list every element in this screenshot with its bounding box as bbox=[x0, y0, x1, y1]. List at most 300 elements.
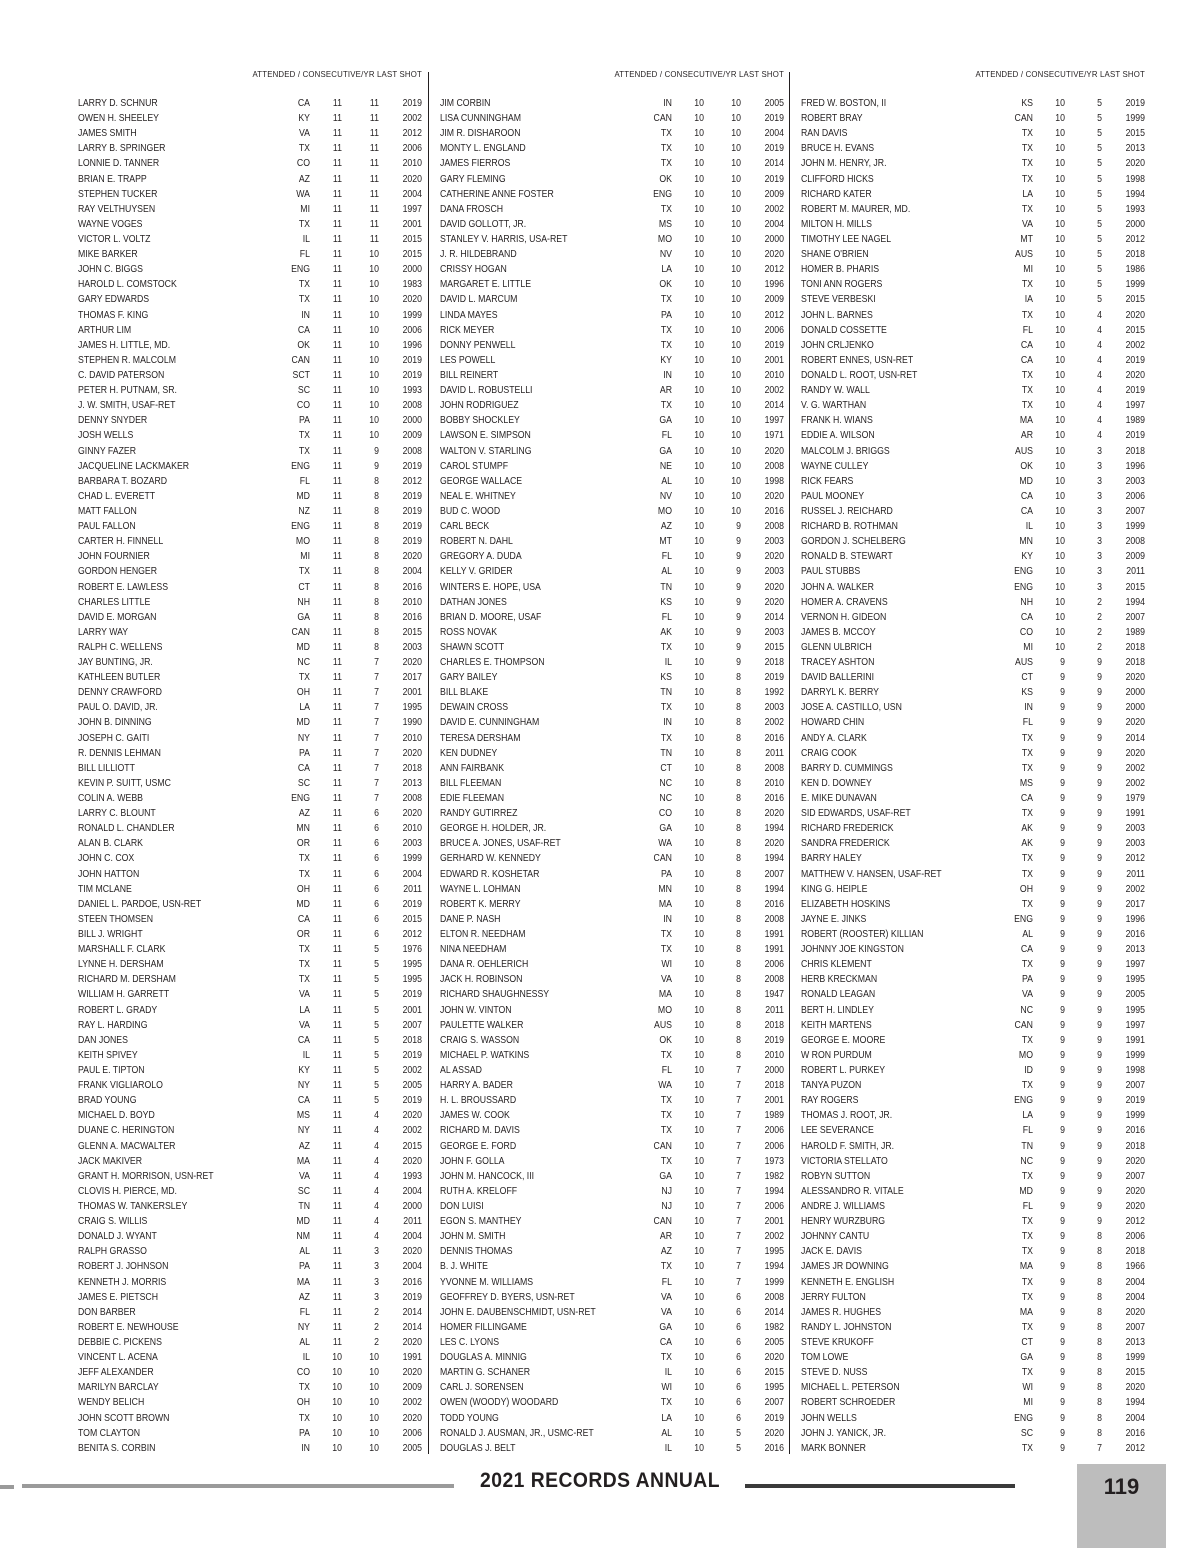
record-state: TX bbox=[1021, 143, 1033, 155]
record-attended: 11 bbox=[332, 1140, 342, 1152]
record-row bbox=[440, 459, 784, 474]
record-last-shot-year: 2002 bbox=[402, 1065, 422, 1076]
record-row bbox=[440, 323, 784, 338]
record-last-shot-year: 2018 bbox=[1125, 249, 1145, 261]
record-state: CAN bbox=[653, 853, 672, 865]
record-last-shot-year: 2012 bbox=[402, 128, 422, 140]
record-attended: 10 bbox=[1055, 324, 1065, 336]
record-row bbox=[440, 776, 784, 791]
record-row bbox=[78, 685, 422, 700]
record-name: ALESSANDRO R. VITALE bbox=[801, 1185, 904, 1197]
record-attended: 10 bbox=[694, 808, 704, 820]
record-attended: 10 bbox=[694, 1261, 704, 1273]
record-state: TX bbox=[1021, 1276, 1033, 1288]
record-row bbox=[440, 942, 784, 957]
record-attended: 10 bbox=[1055, 385, 1065, 397]
record-name: ROBYN SUTTON bbox=[801, 1170, 871, 1182]
record-state: IL bbox=[302, 1049, 310, 1061]
record-consecutive: 9 bbox=[1097, 702, 1102, 714]
record-last-shot-year: 2015 bbox=[402, 626, 422, 638]
record-consecutive: 11 bbox=[369, 203, 379, 215]
record-state: LA bbox=[1022, 1110, 1033, 1122]
page-number-box bbox=[1077, 1464, 1166, 1548]
record-row bbox=[440, 232, 784, 247]
record-consecutive: 10 bbox=[369, 354, 379, 366]
record-attended: 11 bbox=[332, 354, 342, 366]
record-attended: 9 bbox=[1060, 989, 1065, 1001]
record-state: WI bbox=[1022, 1382, 1033, 1394]
record-consecutive: 7 bbox=[736, 1231, 741, 1243]
record-attended: 9 bbox=[1060, 1321, 1065, 1333]
record-name: JAMES H. LITTLE, MD. bbox=[78, 339, 171, 351]
record-last-shot-year: 1991 bbox=[764, 929, 784, 941]
record-row bbox=[440, 111, 784, 126]
record-name: WINTERS E. HOPE, USA bbox=[440, 581, 541, 593]
record-name: RUTH A. KRELOFF bbox=[440, 1185, 518, 1197]
record-consecutive: 10 bbox=[731, 158, 741, 170]
record-last-shot-year: 2000 bbox=[764, 233, 784, 245]
record-attended: 11 bbox=[332, 1185, 342, 1197]
record-row bbox=[801, 1305, 1145, 1320]
record-name: TIM MCLANE bbox=[78, 883, 132, 895]
record-row bbox=[78, 806, 422, 821]
record-last-shot-year: 2000 bbox=[1125, 687, 1145, 699]
record-last-shot-year: 1999 bbox=[1125, 521, 1145, 533]
record-state: GA bbox=[1020, 1352, 1033, 1364]
record-last-shot-year: 2010 bbox=[402, 596, 422, 608]
record-state: PA bbox=[299, 415, 310, 427]
record-row bbox=[440, 1093, 784, 1108]
record-last-shot-year: 2018 bbox=[764, 1019, 784, 1031]
footer-title: 2021 RECORDS ANNUAL bbox=[480, 1469, 720, 1492]
record-row bbox=[78, 640, 422, 655]
record-state: MD bbox=[296, 490, 310, 502]
record-consecutive: 5 bbox=[374, 959, 379, 971]
record-attended: 9 bbox=[1060, 1352, 1065, 1364]
record-state: WI bbox=[661, 1382, 672, 1394]
record-consecutive: 11 bbox=[369, 98, 379, 109]
record-attended: 9 bbox=[1060, 883, 1065, 895]
record-state: VA bbox=[1022, 989, 1033, 1001]
record-state: FL bbox=[661, 1276, 672, 1288]
record-row bbox=[440, 504, 784, 519]
record-name: C. DAVID PATERSON bbox=[78, 369, 165, 381]
record-row bbox=[78, 1441, 422, 1456]
record-attended: 10 bbox=[694, 1412, 704, 1424]
record-consecutive: 5 bbox=[374, 1049, 379, 1061]
record-state: IA bbox=[1024, 294, 1033, 306]
record-name: JOHN B. DINNING bbox=[78, 717, 152, 729]
record-state: TN bbox=[660, 581, 672, 593]
column-divider bbox=[428, 72, 429, 1454]
record-last-shot-year: 2001 bbox=[764, 1216, 784, 1228]
record-name: WAYNE VOGES bbox=[78, 218, 143, 230]
record-name: MICHAEL D. BOYD bbox=[78, 1110, 155, 1122]
record-row bbox=[78, 1365, 422, 1380]
record-attended: 10 bbox=[694, 777, 704, 789]
record-row bbox=[440, 202, 784, 217]
record-row bbox=[78, 942, 422, 957]
record-state: TX bbox=[1021, 309, 1033, 321]
record-row bbox=[801, 1123, 1145, 1138]
record-state: IN bbox=[663, 717, 672, 729]
record-row bbox=[801, 957, 1145, 972]
record-name: DON BARBER bbox=[78, 1306, 136, 1318]
record-consecutive: 10 bbox=[369, 430, 379, 442]
record-name: JAMES SMITH bbox=[78, 128, 137, 140]
record-last-shot-year: 2020 bbox=[402, 1412, 422, 1424]
record-row bbox=[78, 1214, 422, 1229]
record-name: KING G. HEIPLE bbox=[801, 883, 868, 895]
record-attended: 10 bbox=[1055, 188, 1065, 200]
record-name: CRAIG COOK bbox=[801, 747, 857, 759]
record-state: CAN bbox=[653, 1216, 672, 1228]
record-state: TX bbox=[1021, 203, 1033, 215]
record-last-shot-year: 2020 bbox=[764, 596, 784, 608]
record-state: AL bbox=[299, 1246, 310, 1258]
record-name: FRED W. BOSTON, II bbox=[801, 98, 887, 109]
record-row bbox=[78, 972, 422, 987]
record-row bbox=[440, 987, 784, 1002]
record-consecutive: 10 bbox=[369, 1382, 379, 1394]
record-row bbox=[801, 806, 1145, 821]
record-row bbox=[78, 1018, 422, 1033]
record-row bbox=[440, 217, 784, 232]
record-last-shot-year: 2010 bbox=[764, 1049, 784, 1061]
record-name: MICHAEL P. WATKINS bbox=[440, 1049, 530, 1061]
record-row bbox=[440, 1275, 784, 1290]
record-row bbox=[78, 1320, 422, 1335]
record-attended: 10 bbox=[1055, 279, 1065, 291]
record-last-shot-year: 2004 bbox=[402, 868, 422, 880]
record-attended: 11 bbox=[332, 913, 342, 925]
record-consecutive: 4 bbox=[1097, 430, 1102, 442]
record-state: AUS bbox=[1015, 445, 1033, 457]
record-last-shot-year: 2013 bbox=[1125, 1336, 1145, 1348]
record-last-shot-year: 2007 bbox=[1125, 611, 1145, 623]
record-last-shot-year: 2020 bbox=[402, 1155, 422, 1167]
record-attended: 10 bbox=[1055, 158, 1065, 170]
record-last-shot-year: 1999 bbox=[1125, 1049, 1145, 1061]
record-name: BRIAN E. TRAPP bbox=[78, 173, 147, 185]
record-row bbox=[801, 353, 1145, 368]
record-consecutive: 7 bbox=[736, 1185, 741, 1197]
record-row bbox=[78, 897, 422, 912]
record-row bbox=[78, 1048, 422, 1063]
record-consecutive: 10 bbox=[731, 415, 741, 427]
record-attended: 10 bbox=[1055, 551, 1065, 563]
record-attended: 10 bbox=[694, 1367, 704, 1379]
record-name: BILL BLAKE bbox=[440, 687, 489, 699]
record-last-shot-year: 2011 bbox=[1126, 868, 1145, 880]
record-attended: 11 bbox=[332, 279, 342, 291]
record-state: TX bbox=[660, 641, 672, 653]
record-attended: 10 bbox=[694, 143, 704, 155]
record-last-shot-year: 1991 bbox=[1125, 808, 1145, 820]
record-row bbox=[440, 534, 784, 549]
record-row bbox=[78, 519, 422, 534]
record-attended: 10 bbox=[1055, 536, 1065, 548]
record-name: COLIN A. WEBB bbox=[78, 793, 143, 805]
record-state: KS bbox=[1021, 98, 1033, 109]
record-last-shot-year: 1991 bbox=[402, 1352, 422, 1364]
record-row bbox=[440, 1335, 784, 1350]
record-last-shot-year: 2003 bbox=[1125, 475, 1145, 487]
record-consecutive: 5 bbox=[1097, 233, 1102, 245]
record-name: ALAN B. CLARK bbox=[78, 838, 144, 850]
record-attended: 10 bbox=[694, 264, 704, 276]
record-last-shot-year: 2009 bbox=[1125, 551, 1145, 563]
record-last-shot-year: 2015 bbox=[1125, 128, 1145, 140]
record-consecutive: 10 bbox=[731, 369, 741, 381]
record-last-shot-year: 2010 bbox=[764, 369, 784, 381]
record-attended: 10 bbox=[694, 959, 704, 971]
record-attended: 11 bbox=[332, 1291, 342, 1303]
record-last-shot-year: 1997 bbox=[1125, 959, 1145, 971]
record-state: TX bbox=[660, 929, 672, 941]
record-consecutive: 10 bbox=[369, 339, 379, 351]
record-consecutive: 8 bbox=[1097, 1291, 1102, 1303]
record-row bbox=[440, 413, 784, 428]
record-last-shot-year: 2002 bbox=[764, 717, 784, 729]
record-row bbox=[801, 413, 1145, 428]
record-state: AL bbox=[661, 566, 672, 578]
record-state: ID bbox=[1024, 1065, 1033, 1076]
record-consecutive: 8 bbox=[736, 793, 741, 805]
record-row bbox=[78, 761, 422, 776]
record-name: MATTHEW V. HANSEN, USAF-RET bbox=[801, 868, 942, 880]
record-row bbox=[78, 610, 422, 625]
record-attended: 10 bbox=[694, 294, 704, 306]
record-row bbox=[78, 655, 422, 670]
record-state: MD bbox=[296, 898, 310, 910]
record-state: KS bbox=[660, 672, 672, 684]
record-consecutive: 3 bbox=[1097, 521, 1102, 533]
record-last-shot-year: 1993 bbox=[402, 385, 422, 397]
record-row bbox=[801, 746, 1145, 761]
record-state: WI bbox=[661, 959, 672, 971]
record-consecutive: 8 bbox=[736, 989, 741, 1001]
record-attended: 11 bbox=[332, 369, 342, 381]
record-last-shot-year: 2003 bbox=[1125, 823, 1145, 835]
record-row bbox=[801, 731, 1145, 746]
record-consecutive: 8 bbox=[736, 777, 741, 789]
record-attended: 11 bbox=[332, 853, 342, 865]
record-last-shot-year: 2020 bbox=[1125, 158, 1145, 170]
record-attended: 11 bbox=[332, 777, 342, 789]
record-name: ANDRE J. WILLIAMS bbox=[801, 1200, 885, 1212]
record-name: HAROLD F. SMITH, JR. bbox=[801, 1140, 895, 1152]
record-attended: 11 bbox=[332, 430, 342, 442]
record-state: KY bbox=[1021, 551, 1033, 563]
record-last-shot-year: 2006 bbox=[1125, 1231, 1145, 1243]
record-consecutive: 2 bbox=[1097, 596, 1102, 608]
record-name: GORDON HENGER bbox=[78, 566, 158, 578]
record-state: TX bbox=[1021, 173, 1033, 185]
record-name: TIMOTHY LEE NAGEL bbox=[801, 233, 892, 245]
record-attended: 10 bbox=[1055, 218, 1065, 230]
record-last-shot-year: 1997 bbox=[1125, 400, 1145, 412]
record-attended: 9 bbox=[1060, 913, 1065, 925]
record-name: DAVID L. ROBUSTELLI bbox=[440, 385, 533, 397]
record-consecutive: 7 bbox=[736, 1276, 741, 1288]
record-name: HARRY A. BADER bbox=[440, 1080, 513, 1092]
record-attended: 10 bbox=[694, 1140, 704, 1152]
record-last-shot-year: 2019 bbox=[402, 490, 422, 502]
record-consecutive: 8 bbox=[736, 823, 741, 835]
record-state: SC bbox=[297, 777, 310, 789]
record-state: FL bbox=[299, 475, 310, 487]
record-attended: 10 bbox=[1055, 581, 1065, 593]
record-attended: 10 bbox=[694, 793, 704, 805]
record-state: VA bbox=[661, 1291, 672, 1303]
record-row bbox=[440, 821, 784, 836]
record-consecutive: 4 bbox=[1097, 369, 1102, 381]
record-name: PAUL E. TIPTON bbox=[78, 1065, 145, 1076]
record-state: CA bbox=[1020, 611, 1033, 623]
record-last-shot-year: 2012 bbox=[1125, 1216, 1145, 1228]
record-consecutive: 9 bbox=[1097, 1185, 1102, 1197]
record-attended: 10 bbox=[1055, 98, 1065, 109]
record-name: FRANK H. WIANS bbox=[801, 415, 873, 427]
record-last-shot-year: 1994 bbox=[764, 853, 784, 865]
record-last-shot-year: 2003 bbox=[764, 626, 784, 638]
record-attended: 11 bbox=[332, 400, 342, 412]
record-last-shot-year: 2008 bbox=[764, 762, 784, 774]
record-row bbox=[78, 247, 422, 262]
record-name: DAN JONES bbox=[78, 1034, 128, 1046]
record-last-shot-year: 2020 bbox=[402, 1367, 422, 1379]
record-name: NINA NEEDHAM bbox=[440, 944, 507, 956]
record-consecutive: 8 bbox=[1097, 1261, 1102, 1273]
record-state: AUS bbox=[1015, 657, 1033, 669]
record-name: ELTON R. NEEDHAM bbox=[440, 929, 526, 941]
record-last-shot-year: 2003 bbox=[764, 566, 784, 578]
record-row bbox=[440, 1290, 784, 1305]
record-last-shot-year: 2007 bbox=[1125, 1170, 1145, 1182]
record-row bbox=[440, 882, 784, 897]
record-name: BARRY D. CUMMINGS bbox=[801, 762, 893, 774]
record-last-shot-year: 2016 bbox=[402, 1276, 422, 1288]
record-consecutive: 9 bbox=[1097, 974, 1102, 986]
record-attended: 11 bbox=[332, 1110, 342, 1122]
record-consecutive: 10 bbox=[731, 294, 741, 306]
record-attended: 10 bbox=[694, 324, 704, 336]
record-row bbox=[440, 1214, 784, 1229]
record-attended: 11 bbox=[332, 1231, 342, 1243]
record-row bbox=[78, 444, 422, 459]
record-last-shot-year: 2011 bbox=[1126, 566, 1145, 578]
record-attended: 10 bbox=[694, 173, 704, 185]
record-name: DONALD COSSETTE bbox=[801, 324, 887, 336]
record-attended: 10 bbox=[694, 536, 704, 548]
record-attended: 11 bbox=[332, 188, 342, 200]
record-row bbox=[801, 1320, 1145, 1335]
record-name: MIKE BARKER bbox=[78, 249, 138, 261]
record-name: GLENN ULBRICH bbox=[801, 641, 872, 653]
record-name: DEBBIE C. PICKENS bbox=[78, 1336, 162, 1348]
record-row bbox=[440, 1154, 784, 1169]
record-last-shot-year: 2008 bbox=[402, 793, 422, 805]
record-name: WENDY BELICH bbox=[78, 1397, 145, 1409]
record-consecutive: 8 bbox=[1097, 1231, 1102, 1243]
record-last-shot-year: 2020 bbox=[402, 173, 422, 185]
record-last-shot-year: 1989 bbox=[764, 1110, 784, 1122]
record-row bbox=[440, 247, 784, 262]
record-consecutive: 4 bbox=[374, 1140, 379, 1152]
record-consecutive: 10 bbox=[731, 143, 741, 155]
record-name: GEOFFREY D. BYERS, USN-RET bbox=[440, 1291, 575, 1303]
record-attended: 10 bbox=[1055, 596, 1065, 608]
record-state: PA bbox=[661, 868, 672, 880]
record-row bbox=[440, 172, 784, 187]
record-name: THOMAS F. KING bbox=[78, 309, 149, 321]
record-name: PAUL STUBBS bbox=[801, 566, 861, 578]
record-row bbox=[801, 1395, 1145, 1410]
record-attended: 10 bbox=[694, 747, 704, 759]
record-attended: 10 bbox=[332, 1397, 342, 1409]
record-attended: 10 bbox=[1055, 354, 1065, 366]
record-name: DAVID L. MARCUM bbox=[440, 294, 518, 306]
record-last-shot-year: 1991 bbox=[764, 944, 784, 956]
record-consecutive: 10 bbox=[369, 279, 379, 291]
record-attended: 11 bbox=[332, 974, 342, 986]
record-attended: 9 bbox=[1060, 944, 1065, 956]
record-state: TX bbox=[660, 1397, 672, 1409]
record-state: TX bbox=[660, 732, 672, 744]
record-name: TERESA DERSHAM bbox=[440, 732, 521, 744]
record-state: VA bbox=[661, 1306, 672, 1318]
record-name: RONALD LEAGAN bbox=[801, 989, 876, 1001]
record-last-shot-year: 2016 bbox=[764, 898, 784, 910]
record-attended: 10 bbox=[694, 505, 704, 517]
record-consecutive: 9 bbox=[1097, 913, 1102, 925]
page-number: 119 bbox=[1103, 1474, 1140, 1499]
record-attended: 10 bbox=[694, 581, 704, 593]
record-row bbox=[801, 1290, 1145, 1305]
record-name: JACK E. DAVIS bbox=[801, 1246, 862, 1258]
record-consecutive: 9 bbox=[1097, 1080, 1102, 1092]
record-last-shot-year: 1983 bbox=[402, 279, 422, 291]
record-attended: 10 bbox=[694, 1065, 704, 1076]
record-attended: 11 bbox=[332, 883, 342, 895]
record-name: SID EDWARDS, USAF-RET bbox=[801, 808, 911, 820]
record-last-shot-year: 2009 bbox=[402, 1382, 422, 1394]
record-last-shot-year: 2014 bbox=[402, 1306, 422, 1318]
record-last-shot-year: 2008 bbox=[1125, 536, 1145, 548]
record-consecutive: 8 bbox=[736, 944, 741, 956]
record-attended: 10 bbox=[694, 732, 704, 744]
record-name: THOMAS J. ROOT, JR. bbox=[801, 1110, 893, 1122]
record-last-shot-year: 2004 bbox=[1125, 1291, 1145, 1303]
record-attended: 9 bbox=[1060, 853, 1065, 865]
record-name: HOMER FILLINGAME bbox=[440, 1321, 527, 1333]
record-attended: 11 bbox=[332, 687, 342, 699]
record-name: RAY L. HARDING bbox=[78, 1019, 148, 1031]
record-state: TX bbox=[660, 324, 672, 336]
record-last-shot-year: 1998 bbox=[1125, 1065, 1145, 1076]
record-name: CHARLES LITTLE bbox=[78, 596, 151, 608]
record-name: J. R. HILDEBRAND bbox=[440, 249, 517, 261]
record-consecutive: 8 bbox=[1097, 1352, 1102, 1364]
record-attended: 9 bbox=[1060, 687, 1065, 699]
record-row bbox=[801, 912, 1145, 927]
record-last-shot-year: 2000 bbox=[1125, 218, 1145, 230]
record-name: JOHN E. DAUBENSCHMIDT, USN-RET bbox=[440, 1306, 596, 1318]
record-consecutive: 4 bbox=[1097, 385, 1102, 397]
record-attended: 10 bbox=[694, 1352, 704, 1364]
record-attended: 9 bbox=[1060, 732, 1065, 744]
